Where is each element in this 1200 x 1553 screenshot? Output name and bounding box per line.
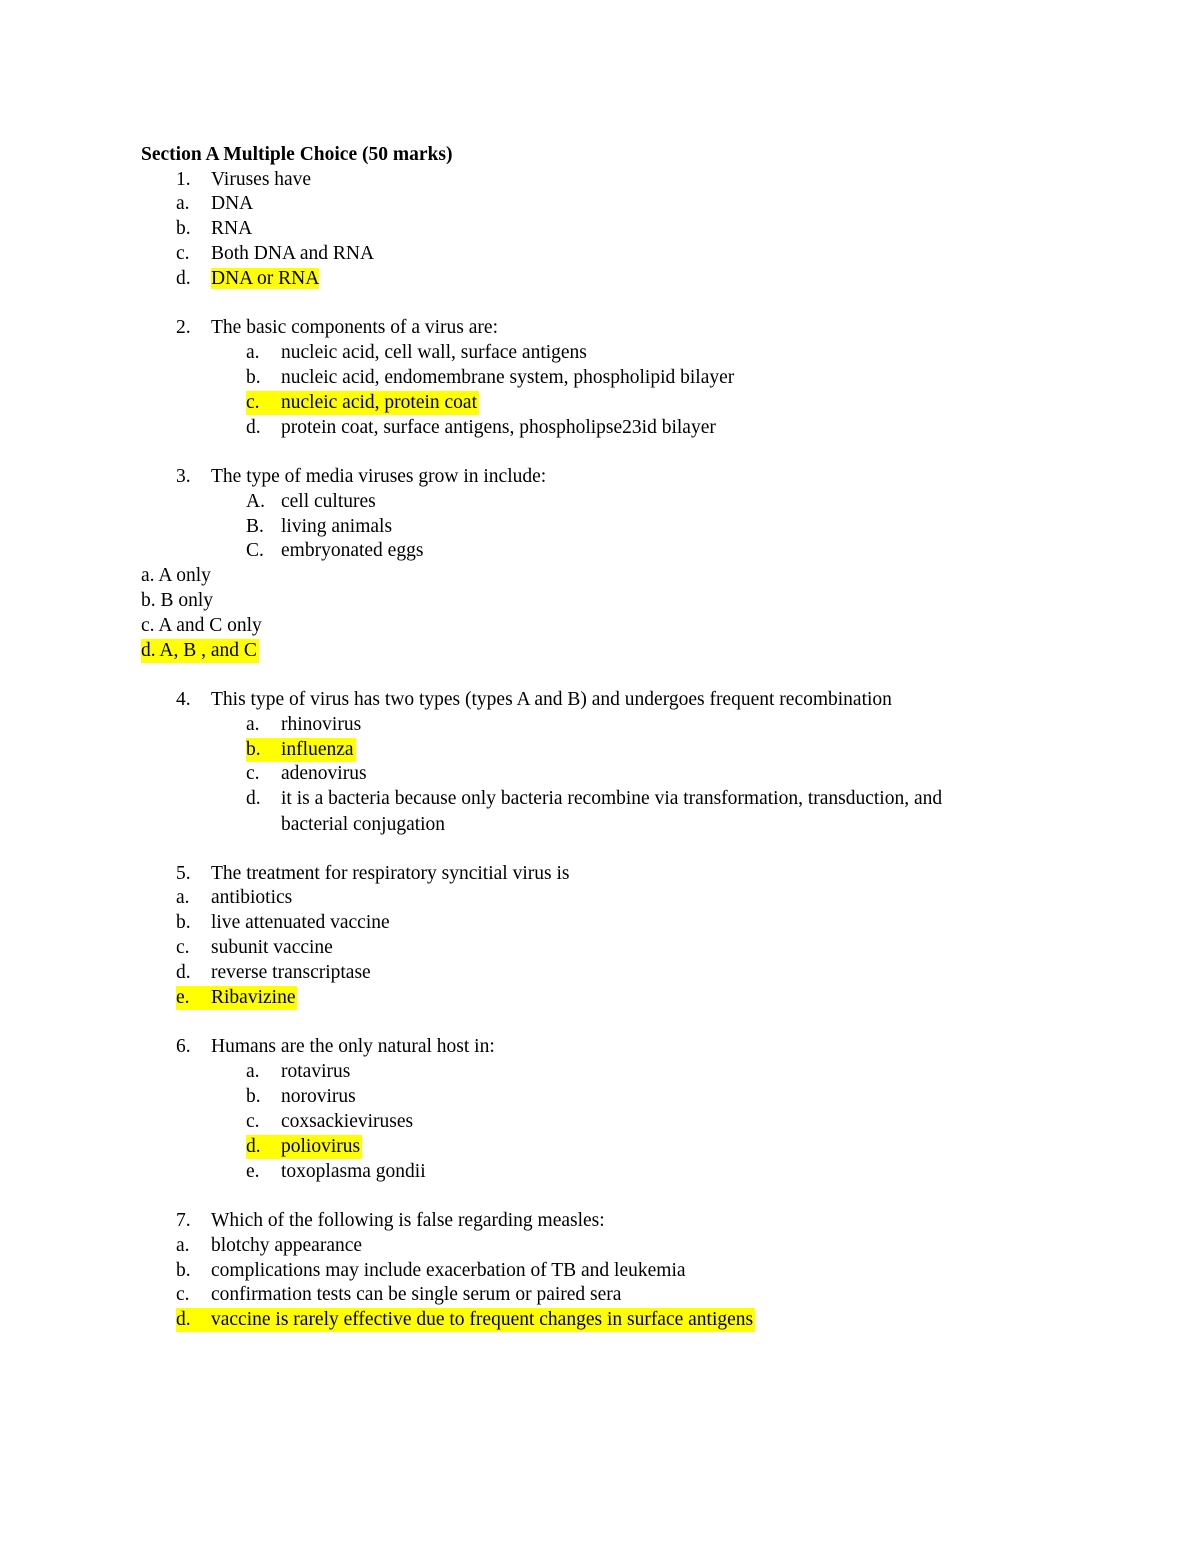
section-title: Section A Multiple Choice (50 marks): [141, 144, 453, 165]
q6-option-b: b. norovirus: [246, 1086, 356, 1107]
question-number: 2.: [176, 317, 191, 338]
q3-option-c: c. A and C only: [141, 615, 262, 636]
question-3: [176, 465, 546, 489]
q7-option-c: c. confirmation tests can be single serum or paired sera: [176, 1284, 622, 1305]
question-number: 7.: [176, 1210, 191, 1231]
q2-option-b: b. nucleic acid, endomembrane system, phospholipid bilayer: [246, 367, 735, 388]
question-5: [176, 862, 569, 886]
question-text: Humans are the only natural host in:: [211, 1036, 495, 1057]
q5-option-a: a. antibiotics: [176, 887, 293, 908]
q2-option-c-answer: c. nucleic acid, protein coat: [246, 392, 477, 413]
q6-option-d-answer: d. poliovirus: [246, 1136, 361, 1157]
q5-option-e-answer: e. Ribavizine: [176, 987, 296, 1008]
q3-item-a: A. cell cultures: [246, 491, 376, 512]
q3-item-b: B. living animals: [246, 516, 393, 537]
q1-option-a: a. DNA: [176, 193, 254, 214]
question-7: [176, 1209, 605, 1233]
q3-option-b: b. B only: [141, 590, 214, 611]
question-text: The treatment for respiratory syncitial virus is: [211, 863, 570, 884]
answer-highlight: DNA or RNA: [211, 268, 320, 289]
question-text: Viruses have: [211, 169, 312, 190]
q4-option-d-continued: bacterial conjugation: [281, 814, 446, 835]
question-number: 4.: [176, 689, 191, 710]
q1-option-c: c. Both DNA and RNA: [176, 243, 375, 264]
q3-option-a: a. A only: [141, 565, 211, 586]
question-number: 3.: [176, 466, 191, 487]
q6-option-a: a. rotavirus: [246, 1061, 351, 1082]
question-6: [176, 1035, 495, 1059]
q5-option-b: b. live attenuated vaccine: [176, 912, 390, 933]
q7-option-a: a. blotchy appearance: [176, 1235, 363, 1256]
question-text: The type of media viruses grow in include:: [211, 466, 547, 487]
q7-option-d-answer: d. vaccine is rarely effective due to frequent changes in surface antigens: [176, 1309, 754, 1330]
q2-option-d: d. protein coat, surface antigens, phospholipse23id bilayer: [246, 417, 716, 438]
q1-option-d-answer: d. DNA or RNA: [176, 268, 320, 289]
q5-option-d: d. reverse transcriptase: [176, 962, 371, 983]
q4-option-c: c. adenovirus: [246, 763, 367, 784]
question-text: This type of virus has two types (types A and B) and undergoes frequent recombination: [211, 689, 892, 710]
q5-option-c: c. subunit vaccine: [176, 937, 333, 958]
q4-option-b-answer: b. influenza: [246, 739, 354, 760]
q6-option-c: c. coxsackieviruses: [246, 1111, 414, 1132]
question-number: 1.: [176, 169, 191, 190]
q7-option-b: b. complications may include exacerbation of TB and leukemia: [176, 1260, 686, 1281]
question-number: 5.: [176, 863, 191, 884]
question-number: 6.: [176, 1036, 191, 1057]
q4-option-a: a. rhinovirus: [246, 714, 362, 735]
question-4: [176, 688, 892, 712]
q6-option-e: e. toxoplasma gondii: [246, 1161, 426, 1182]
question-text: The basic components of a virus are:: [211, 317, 498, 338]
question-2: [176, 316, 498, 340]
question-1: [176, 168, 311, 192]
q2-option-a: a. nucleic acid, cell wall, surface antigens: [246, 342, 587, 363]
q4-option-d: d. it is a bacteria because only bacteria recombine via transformation, transduction, and: [246, 788, 943, 809]
q1-option-b: b. RNA: [176, 218, 253, 239]
question-text: Which of the following is false regarding measles:: [211, 1210, 605, 1231]
q3-item-c: C. embryonated eggs: [246, 540, 424, 561]
q3-option-d-answer: d. A, B , and C: [141, 640, 257, 661]
